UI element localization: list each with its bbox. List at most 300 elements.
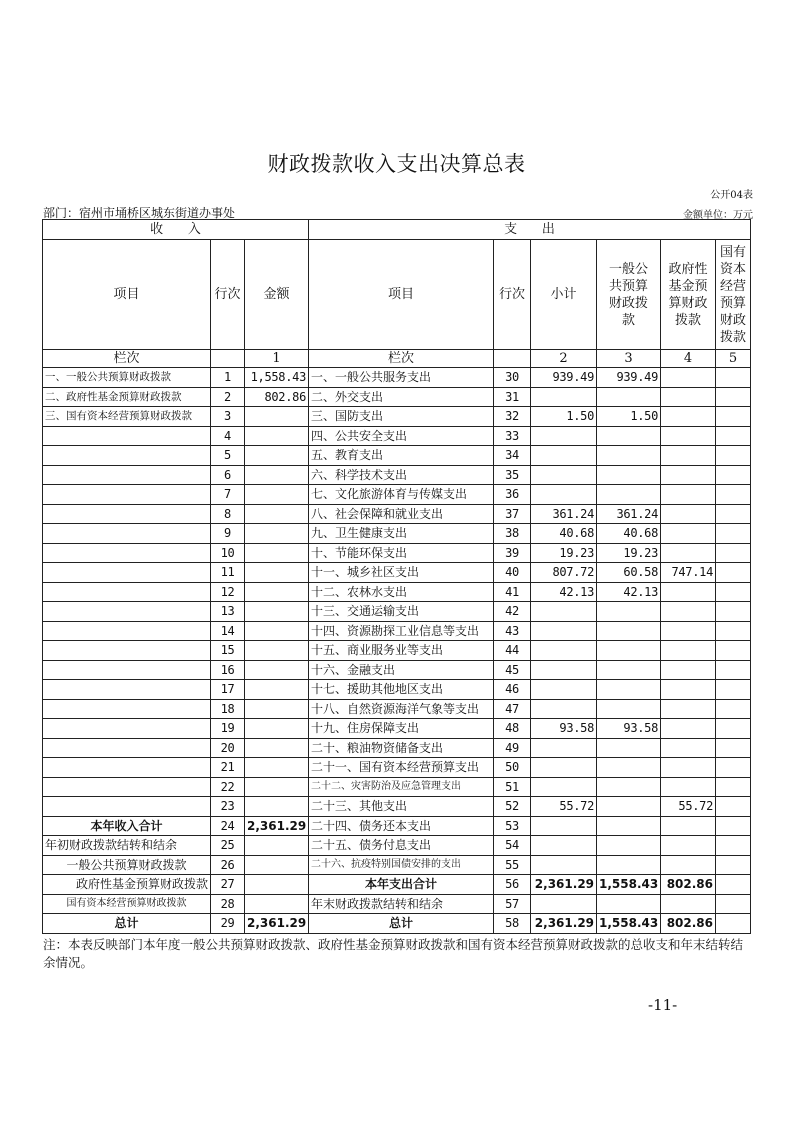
general-budget-cell: 1,558.43 — [597, 875, 661, 895]
gov-fund-cell: 747.14 — [661, 563, 716, 583]
state-capital-cell — [716, 563, 751, 583]
table-row — [43, 524, 751, 544]
table-row — [43, 914, 751, 934]
expense-item-cell: 五、教育支出 — [309, 446, 494, 466]
income-item-cell — [43, 719, 211, 739]
expense-row-no-cell: 33 — [494, 426, 531, 446]
income-item-cell — [43, 465, 211, 485]
expense-item-cell: 三、国防支出 — [309, 407, 494, 427]
income-row-no-cell: 16 — [211, 660, 245, 680]
table-row — [43, 855, 751, 875]
general-budget-cell — [597, 426, 661, 446]
gov-fund-cell — [661, 582, 716, 602]
lanci-col3: 3 — [597, 350, 661, 368]
expense-item-cell: 十二、农林水支出 — [309, 582, 494, 602]
income-item-cell — [43, 602, 211, 622]
state-capital-cell — [716, 504, 751, 524]
state-capital-cell — [716, 738, 751, 758]
expense-row-no-cell: 50 — [494, 758, 531, 778]
subtotal-cell: 40.68 — [531, 524, 597, 544]
income-item-cell — [43, 777, 211, 797]
state-capital-cell — [716, 368, 751, 388]
subtotal-cell: 939.49 — [531, 368, 597, 388]
income-amount-cell — [245, 699, 309, 719]
income-row-no-cell: 18 — [211, 699, 245, 719]
expense-item-cell: 九、卫生健康支出 — [309, 524, 494, 544]
income-amount-cell — [245, 836, 309, 856]
income-section-header: 收 入 — [43, 220, 309, 240]
income-row-no-cell: 22 — [211, 777, 245, 797]
general-budget-cell — [597, 641, 661, 661]
income-amount-cell — [245, 602, 309, 622]
budget-summary-table — [42, 219, 751, 934]
expense-row-no-cell: 39 — [494, 543, 531, 563]
income-row-no-cell: 17 — [211, 680, 245, 700]
subtotal-cell — [531, 660, 597, 680]
expense-item-cell: 十七、援助其他地区支出 — [309, 680, 494, 700]
expense-row-no-cell: 47 — [494, 699, 531, 719]
general-budget-cell — [597, 738, 661, 758]
income-item-cell — [43, 680, 211, 700]
expense-row-no-cell: 43 — [494, 621, 531, 641]
subtotal-cell — [531, 446, 597, 466]
income-amount-cell — [245, 894, 309, 914]
state-capital-cell — [716, 914, 751, 934]
header-gov-fund: 政府性基金预算财政拨款 — [661, 240, 716, 350]
income-item-cell — [43, 621, 211, 641]
expense-row-no-cell: 49 — [494, 738, 531, 758]
state-capital-cell — [716, 836, 751, 856]
gov-fund-cell — [661, 602, 716, 622]
expense-item-cell: 四、公共安全支出 — [309, 426, 494, 446]
table-row — [43, 485, 751, 505]
income-amount-cell — [245, 797, 309, 817]
income-amount-cell — [245, 777, 309, 797]
income-amount-cell — [245, 738, 309, 758]
income-item-cell — [43, 504, 211, 524]
expense-item-cell: 十五、商业服务业等支出 — [309, 641, 494, 661]
income-row-no-cell: 28 — [211, 894, 245, 914]
table-row — [43, 719, 751, 739]
table-row — [43, 641, 751, 661]
income-item-cell: 年初财政拨款结转和结余 — [43, 836, 211, 856]
expense-item-cell: 二十六、抗疫特别国债安排的支出 — [309, 855, 494, 875]
income-amount-cell — [245, 621, 309, 641]
expense-row-no-cell: 54 — [494, 836, 531, 856]
income-row-no-cell: 9 — [211, 524, 245, 544]
income-row-no-cell: 25 — [211, 836, 245, 856]
income-amount-cell — [245, 465, 309, 485]
state-capital-cell — [716, 407, 751, 427]
gov-fund-cell: 802.86 — [661, 875, 716, 895]
subtotal-cell — [531, 680, 597, 700]
lanci-label-left: 栏次 — [43, 350, 211, 368]
state-capital-cell — [716, 485, 751, 505]
subtotal-cell: 2,361.29 — [531, 875, 597, 895]
lanci-col1: 1 — [245, 350, 309, 368]
income-item-cell: 一、一般公共预算财政拨款 — [43, 368, 211, 388]
expense-row-no-cell: 52 — [494, 797, 531, 817]
income-amount-cell: 2,361.29 — [245, 816, 309, 836]
expense-item-cell: 十八、自然资源海洋气象等支出 — [309, 699, 494, 719]
gov-fund-cell — [661, 836, 716, 856]
general-budget-cell — [597, 894, 661, 914]
expense-item-cell: 十九、住房保障支出 — [309, 719, 494, 739]
income-item-cell — [43, 699, 211, 719]
expense-item-cell: 二十五、债务付息支出 — [309, 836, 494, 856]
expense-row-no-cell: 40 — [494, 563, 531, 583]
general-budget-cell: 42.13 — [597, 582, 661, 602]
state-capital-cell — [716, 719, 751, 739]
expense-item-cell: 六、科学技术支出 — [309, 465, 494, 485]
income-row-no-cell: 6 — [211, 465, 245, 485]
subtotal-cell — [531, 855, 597, 875]
header-subtotal: 小计 — [531, 240, 597, 350]
expense-item-cell: 二、外交支出 — [309, 387, 494, 407]
income-item-cell: 三、国有资本经营预算财政拨款 — [43, 407, 211, 427]
page-title: 财政拨款收入支出决算总表 — [267, 152, 526, 176]
state-capital-cell — [716, 894, 751, 914]
expense-item-cell: 八、社会保障和就业支出 — [309, 504, 494, 524]
state-capital-cell — [716, 699, 751, 719]
general-budget-cell — [597, 777, 661, 797]
subtotal-cell — [531, 894, 597, 914]
general-budget-cell — [597, 602, 661, 622]
subtotal-cell — [531, 816, 597, 836]
income-item-cell — [43, 563, 211, 583]
gov-fund-cell — [661, 368, 716, 388]
table-row — [43, 777, 751, 797]
income-amount-cell — [245, 719, 309, 739]
income-row-no-cell: 5 — [211, 446, 245, 466]
expense-item-cell: 本年支出合计 — [309, 875, 494, 895]
state-capital-cell — [716, 660, 751, 680]
state-capital-cell — [716, 680, 751, 700]
expense-item-cell: 十六、金融支出 — [309, 660, 494, 680]
income-item-cell: 一般公共预算财政拨款 — [43, 855, 211, 875]
subtotal-cell: 807.72 — [531, 563, 597, 583]
general-budget-cell: 1,558.43 — [597, 914, 661, 934]
income-item-cell: 总计 — [43, 914, 211, 934]
income-row-no-cell: 24 — [211, 816, 245, 836]
general-budget-cell: 1.50 — [597, 407, 661, 427]
section-header-row — [43, 220, 751, 240]
income-amount-cell: 1,558.43 — [245, 368, 309, 388]
general-budget-cell — [597, 387, 661, 407]
expense-row-no-cell: 45 — [494, 660, 531, 680]
income-item-cell — [43, 426, 211, 446]
income-row-no-cell: 4 — [211, 426, 245, 446]
page-number: -11- — [648, 996, 678, 1014]
state-capital-cell — [716, 777, 751, 797]
table-row — [43, 738, 751, 758]
general-budget-cell: 19.23 — [597, 543, 661, 563]
table-row — [43, 680, 751, 700]
expense-row-no-cell: 51 — [494, 777, 531, 797]
lanci-empty — [494, 350, 531, 368]
column-index-row — [43, 350, 751, 368]
income-row-no-cell: 3 — [211, 407, 245, 427]
subtotal-cell — [531, 621, 597, 641]
table-row — [43, 446, 751, 466]
gov-fund-cell — [661, 504, 716, 524]
expense-row-no-cell: 46 — [494, 680, 531, 700]
income-amount-cell — [245, 641, 309, 661]
table-row — [43, 894, 751, 914]
income-item-cell — [43, 582, 211, 602]
general-budget-cell — [597, 446, 661, 466]
income-row-no-cell: 20 — [211, 738, 245, 758]
expense-item-cell: 十、节能环保支出 — [309, 543, 494, 563]
state-capital-cell — [716, 465, 751, 485]
table-row — [43, 758, 751, 778]
income-row-no-cell: 12 — [211, 582, 245, 602]
state-capital-cell — [716, 758, 751, 778]
gov-fund-cell: 802.86 — [661, 914, 716, 934]
lanci-empty — [211, 350, 245, 368]
state-capital-cell — [716, 797, 751, 817]
expense-row-no-cell: 48 — [494, 719, 531, 739]
subtotal-cell: 2,361.29 — [531, 914, 597, 934]
subtotal-cell: 55.72 — [531, 797, 597, 817]
table-row — [43, 387, 751, 407]
subtotal-cell — [531, 602, 597, 622]
general-budget-cell — [597, 758, 661, 778]
header-income-amount: 金额 — [245, 240, 309, 350]
subtotal-cell: 361.24 — [531, 504, 597, 524]
income-item-cell — [43, 446, 211, 466]
expense-row-no-cell: 44 — [494, 641, 531, 661]
lanci-col4: 4 — [661, 350, 716, 368]
expense-row-no-cell: 41 — [494, 582, 531, 602]
expense-item-cell: 七、文化旅游体育与传媒支出 — [309, 485, 494, 505]
expense-section-header: 支 出 — [309, 220, 751, 240]
general-budget-cell — [597, 836, 661, 856]
state-capital-cell — [716, 446, 751, 466]
general-budget-cell — [597, 660, 661, 680]
general-budget-cell: 361.24 — [597, 504, 661, 524]
department-label: 部门：宿州市埇桥区城东街道办事处 — [43, 206, 236, 220]
expense-row-no-cell: 56 — [494, 875, 531, 895]
income-amount-cell — [245, 563, 309, 583]
expense-row-no-cell: 57 — [494, 894, 531, 914]
gov-fund-cell — [661, 426, 716, 446]
state-capital-cell — [716, 816, 751, 836]
general-budget-cell: 60.58 — [597, 563, 661, 583]
gov-fund-cell — [661, 758, 716, 778]
gov-fund-cell: 55.72 — [661, 797, 716, 817]
income-item-cell — [43, 758, 211, 778]
state-capital-cell — [716, 426, 751, 446]
subtotal-cell: 42.13 — [531, 582, 597, 602]
income-item-cell — [43, 660, 211, 680]
income-row-no-cell: 29 — [211, 914, 245, 934]
gov-fund-cell — [661, 641, 716, 661]
income-row-no-cell: 8 — [211, 504, 245, 524]
gov-fund-cell — [661, 855, 716, 875]
general-budget-cell — [597, 485, 661, 505]
income-row-no-cell: 7 — [211, 485, 245, 505]
income-item-cell — [43, 485, 211, 505]
income-amount-cell — [245, 407, 309, 427]
state-capital-cell — [716, 621, 751, 641]
header-income-item: 项目 — [43, 240, 211, 350]
subtotal-cell — [531, 387, 597, 407]
expense-row-no-cell: 53 — [494, 816, 531, 836]
expense-item-cell: 十三、交通运输支出 — [309, 602, 494, 622]
expense-row-no-cell: 55 — [494, 855, 531, 875]
gov-fund-cell — [661, 777, 716, 797]
income-item-cell — [43, 524, 211, 544]
income-item-cell — [43, 641, 211, 661]
expense-row-no-cell: 36 — [494, 485, 531, 505]
general-budget-cell — [597, 465, 661, 485]
expense-row-no-cell: 42 — [494, 602, 531, 622]
general-budget-cell: 93.58 — [597, 719, 661, 739]
subtotal-cell — [531, 699, 597, 719]
expense-item-cell: 二十、粮油物资储备支出 — [309, 738, 494, 758]
income-item-cell — [43, 797, 211, 817]
gov-fund-cell — [661, 719, 716, 739]
income-amount-cell: 2,361.29 — [245, 914, 309, 934]
gov-fund-cell — [661, 387, 716, 407]
general-budget-cell — [597, 797, 661, 817]
general-budget-cell: 939.49 — [597, 368, 661, 388]
gov-fund-cell — [661, 660, 716, 680]
expense-item-cell: 十四、资源勘探工业信息等支出 — [309, 621, 494, 641]
gov-fund-cell — [661, 407, 716, 427]
lanci-label-right: 栏次 — [309, 350, 494, 368]
table-row — [43, 407, 751, 427]
expense-row-no-cell: 34 — [494, 446, 531, 466]
subtotal-cell — [531, 641, 597, 661]
state-capital-cell — [716, 387, 751, 407]
expense-item-cell: 二十一、国有资本经营预算支出 — [309, 758, 494, 778]
expense-row-no-cell: 58 — [494, 914, 531, 934]
income-row-no-cell: 10 — [211, 543, 245, 563]
general-budget-cell: 40.68 — [597, 524, 661, 544]
state-capital-cell — [716, 582, 751, 602]
gov-fund-cell — [661, 621, 716, 641]
footnote: 注：本表反映部门本年度一般公共预算财政拨款、政府性基金预算财政拨款和国有资本经营预算财政拨款的总收支和年末结转结余情况。 — [43, 937, 744, 970]
gov-fund-cell — [661, 699, 716, 719]
expense-row-no-cell: 35 — [494, 465, 531, 485]
table-row — [43, 816, 751, 836]
header-general-budget: 一般公共预算财政拨款 — [597, 240, 661, 350]
income-amount-cell — [245, 504, 309, 524]
income-item-cell: 政府性基金预算财政拨款 — [43, 875, 211, 895]
income-row-no-cell: 21 — [211, 758, 245, 778]
income-amount-cell — [245, 680, 309, 700]
gov-fund-cell — [661, 524, 716, 544]
state-capital-cell — [716, 602, 751, 622]
income-row-no-cell: 11 — [211, 563, 245, 583]
income-amount-cell — [245, 446, 309, 466]
expense-item-cell: 二十四、债务还本支出 — [309, 816, 494, 836]
column-header-row — [43, 240, 751, 350]
income-amount-cell — [245, 758, 309, 778]
expense-item-cell: 年末财政拨款结转和结余 — [309, 894, 494, 914]
state-capital-cell — [716, 875, 751, 895]
table-row — [43, 465, 751, 485]
income-amount-cell — [245, 426, 309, 446]
subtotal-cell — [531, 485, 597, 505]
lanci-col5: 5 — [716, 350, 751, 368]
table-row — [43, 797, 751, 817]
state-capital-cell — [716, 855, 751, 875]
general-budget-cell — [597, 680, 661, 700]
table-row — [43, 602, 751, 622]
gov-fund-cell — [661, 543, 716, 563]
income-amount-cell — [245, 660, 309, 680]
income-amount-cell: 802.86 — [245, 387, 309, 407]
table-row — [43, 875, 751, 895]
gov-fund-cell — [661, 485, 716, 505]
income-row-no-cell: 15 — [211, 641, 245, 661]
state-capital-cell — [716, 524, 751, 544]
subtotal-cell: 1.50 — [531, 407, 597, 427]
subtotal-cell — [531, 777, 597, 797]
expense-item-cell: 总计 — [309, 914, 494, 934]
state-capital-cell — [716, 641, 751, 661]
gov-fund-cell — [661, 738, 716, 758]
income-row-no-cell: 1 — [211, 368, 245, 388]
table-row — [43, 426, 751, 446]
table-row — [43, 660, 751, 680]
gov-fund-cell — [661, 465, 716, 485]
table-row — [43, 621, 751, 641]
table-row — [43, 836, 751, 856]
income-item-cell: 国有资本经营预算财政拨款 — [43, 894, 211, 914]
income-row-no-cell: 13 — [211, 602, 245, 622]
expense-item-cell: 二十三、其他支出 — [309, 797, 494, 817]
income-item-cell — [43, 738, 211, 758]
income-amount-cell — [245, 485, 309, 505]
subtotal-cell — [531, 465, 597, 485]
table-row — [43, 582, 751, 602]
expense-row-no-cell: 38 — [494, 524, 531, 544]
form-number: 公开04表 — [710, 190, 753, 201]
income-item-cell — [43, 543, 211, 563]
amount-unit-label: 金额单位：万元 — [683, 210, 753, 221]
table-row — [43, 368, 751, 388]
subtotal-cell — [531, 426, 597, 446]
header-expense-item: 项目 — [309, 240, 494, 350]
income-row-no-cell: 2 — [211, 387, 245, 407]
expense-item-cell: 一、一般公共服务支出 — [309, 368, 494, 388]
gov-fund-cell — [661, 894, 716, 914]
table-row — [43, 543, 751, 563]
income-amount-cell — [245, 855, 309, 875]
expense-item-cell: 二十二、灾害防治及应急管理支出 — [309, 777, 494, 797]
gov-fund-cell — [661, 816, 716, 836]
lanci-col2: 2 — [531, 350, 597, 368]
general-budget-cell — [597, 699, 661, 719]
table-row — [43, 699, 751, 719]
subtotal-cell — [531, 738, 597, 758]
subtotal-cell: 19.23 — [531, 543, 597, 563]
income-row-no-cell: 19 — [211, 719, 245, 739]
table-row — [43, 563, 751, 583]
expense-row-no-cell: 31 — [494, 387, 531, 407]
income-amount-cell — [245, 582, 309, 602]
gov-fund-cell — [661, 680, 716, 700]
general-budget-cell — [597, 621, 661, 641]
header-income-row-no: 行次 — [211, 240, 245, 350]
table-row — [43, 504, 751, 524]
subtotal-cell: 93.58 — [531, 719, 597, 739]
income-item-cell: 本年收入合计 — [43, 816, 211, 836]
